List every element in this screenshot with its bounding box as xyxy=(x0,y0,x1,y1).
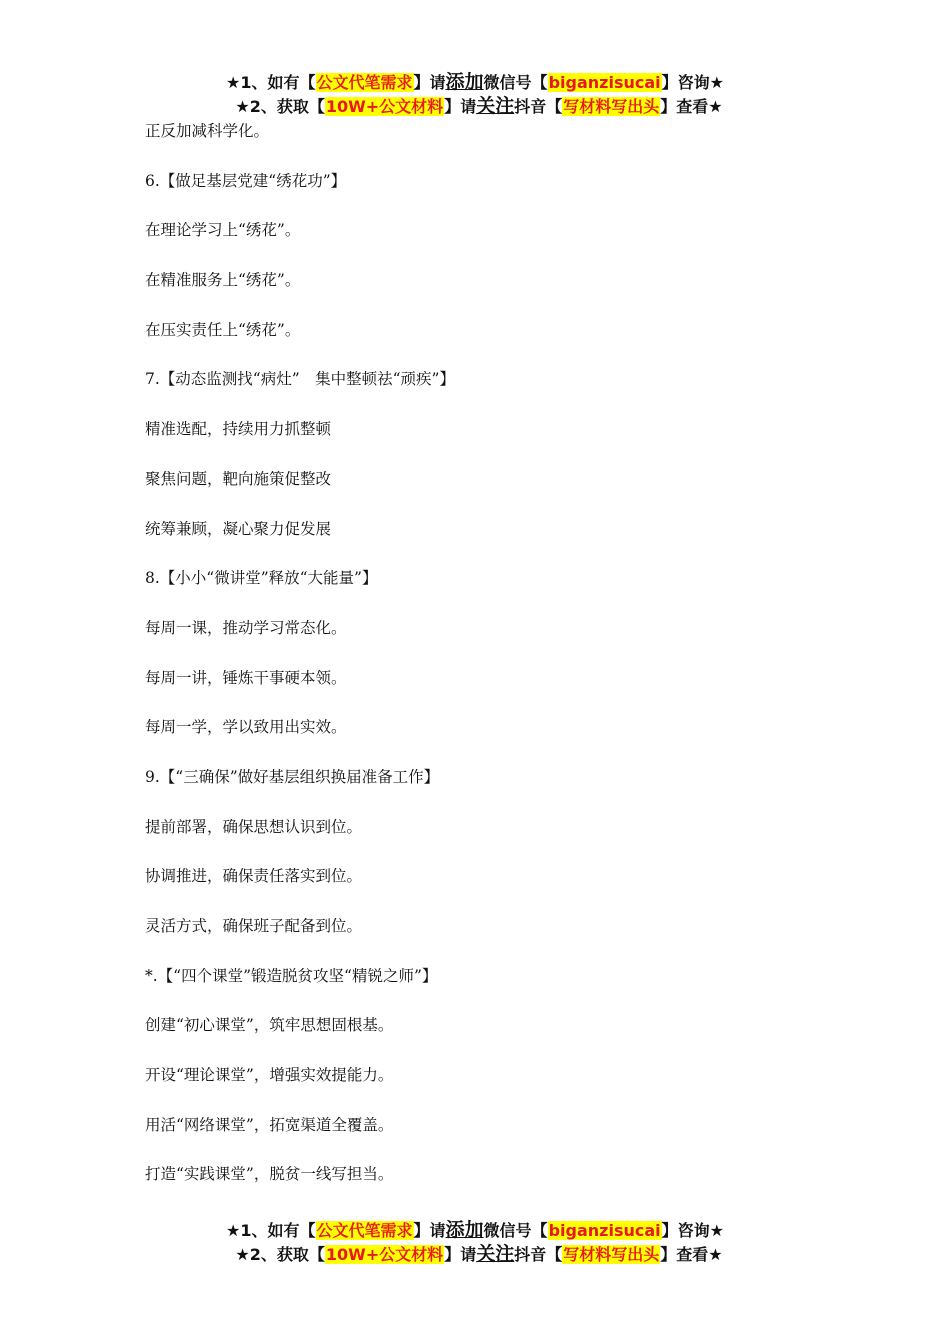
highlight-wechat-id: biganzisucai xyxy=(548,1221,661,1240)
paragraph: 灵活方式，确保班子配备到位。 xyxy=(145,917,363,935)
banner-text: 】查看★ xyxy=(660,1245,723,1264)
banner-text: 微信号【 xyxy=(483,1221,548,1240)
document-body xyxy=(145,120,845,1213)
banner-emphasis: 关注 xyxy=(476,1243,515,1265)
banner-emphasis: 关注 xyxy=(476,95,515,117)
banner-text: 抖音【 xyxy=(514,97,563,116)
banner-line-1 xyxy=(0,70,950,94)
banner-emphasis: 添加 xyxy=(445,71,484,93)
banner-text: ★2、获取【 xyxy=(235,1245,325,1264)
banner-text: 】请 xyxy=(413,73,446,92)
highlight-service: 公文代笔需求 xyxy=(316,73,413,92)
highlight-douyin-account: 写材料写出头 xyxy=(563,97,660,116)
banner-text: 】请 xyxy=(413,1221,446,1240)
highlight-service: 公文代笔需求 xyxy=(316,1221,413,1240)
paragraph: 打造“实践课堂”，脱贫一线写担当。 xyxy=(145,1165,394,1184)
banner-text: 】咨询★ xyxy=(661,73,724,92)
paragraph: 每周一讲，锤炼干事硬本领。 xyxy=(145,668,347,687)
section-heading: 6.【做足基层党建“绣花功”】 xyxy=(145,171,347,190)
paragraph: 在精准服务上“绣花”。 xyxy=(145,271,301,290)
banner-emphasis: 添加 xyxy=(445,1219,484,1241)
banner-text: 】咨询★ xyxy=(661,1221,724,1240)
banner-line-1 xyxy=(0,1218,950,1242)
highlight-wechat-id: biganzisucai xyxy=(548,73,661,92)
footer-banner xyxy=(0,1218,950,1266)
section-heading: 8.【小小“微讲堂”释放“大能量”】 xyxy=(145,569,378,588)
banner-text: ★2、获取【 xyxy=(235,97,325,116)
paragraph: 在理论学习上“绣花”。 xyxy=(145,221,301,240)
section-heading: 9.【“三确保”做好基层组织换届准备工作】 xyxy=(145,767,440,786)
paragraph: 聚焦问题，靶向施策促整改 xyxy=(145,469,332,488)
banner-text: 】请 xyxy=(444,97,477,116)
banner-text: 】查看★ xyxy=(660,97,723,116)
banner-line-2 xyxy=(0,94,950,118)
paragraph: 正反加减科学化。 xyxy=(145,122,270,140)
paragraph: 每周一课，推动学习常态化。 xyxy=(145,618,347,637)
paragraph: 在压实责任上“绣花”。 xyxy=(145,320,301,339)
header-banner xyxy=(0,70,950,118)
banner-text: 抖音【 xyxy=(514,1245,563,1264)
paragraph: 协调推进，确保责任落实到位。 xyxy=(145,867,363,886)
section-heading: 7.【动态监测找“病灶” 集中整顿祛“顽疾”】 xyxy=(145,370,455,389)
paragraph: 每周一学，学以致用出实效。 xyxy=(145,718,347,737)
banner-text: ★1、如有【 xyxy=(226,73,316,92)
paragraph: 开设“理论课堂”，增强实效提能力。 xyxy=(145,1066,394,1085)
banner-line-2 xyxy=(0,1242,950,1266)
banner-text: 微信号【 xyxy=(483,73,548,92)
paragraph: 提前部署，确保思想认识到位。 xyxy=(145,817,363,836)
highlight-douyin-account: 写材料写出头 xyxy=(563,1245,660,1264)
section-heading: *.【“四个课堂”锻造脱贫攻坚“精锐之师”】 xyxy=(145,966,438,985)
paragraph: 创建“初心课堂”，筑牢思想固根基。 xyxy=(145,1016,394,1035)
banner-text: 】请 xyxy=(444,1245,477,1264)
highlight-materials: 10W+公文材料 xyxy=(325,97,444,116)
paragraph: 用活“网络课堂”，拓宽渠道全覆盖。 xyxy=(145,1115,394,1134)
paragraph: 统筹兼顾，凝心聚力促发展 xyxy=(145,519,332,538)
highlight-materials: 10W+公文材料 xyxy=(325,1245,444,1264)
paragraph: 精准选配，持续用力抓整顿 xyxy=(145,420,332,439)
banner-text: ★1、如有【 xyxy=(226,1221,316,1240)
